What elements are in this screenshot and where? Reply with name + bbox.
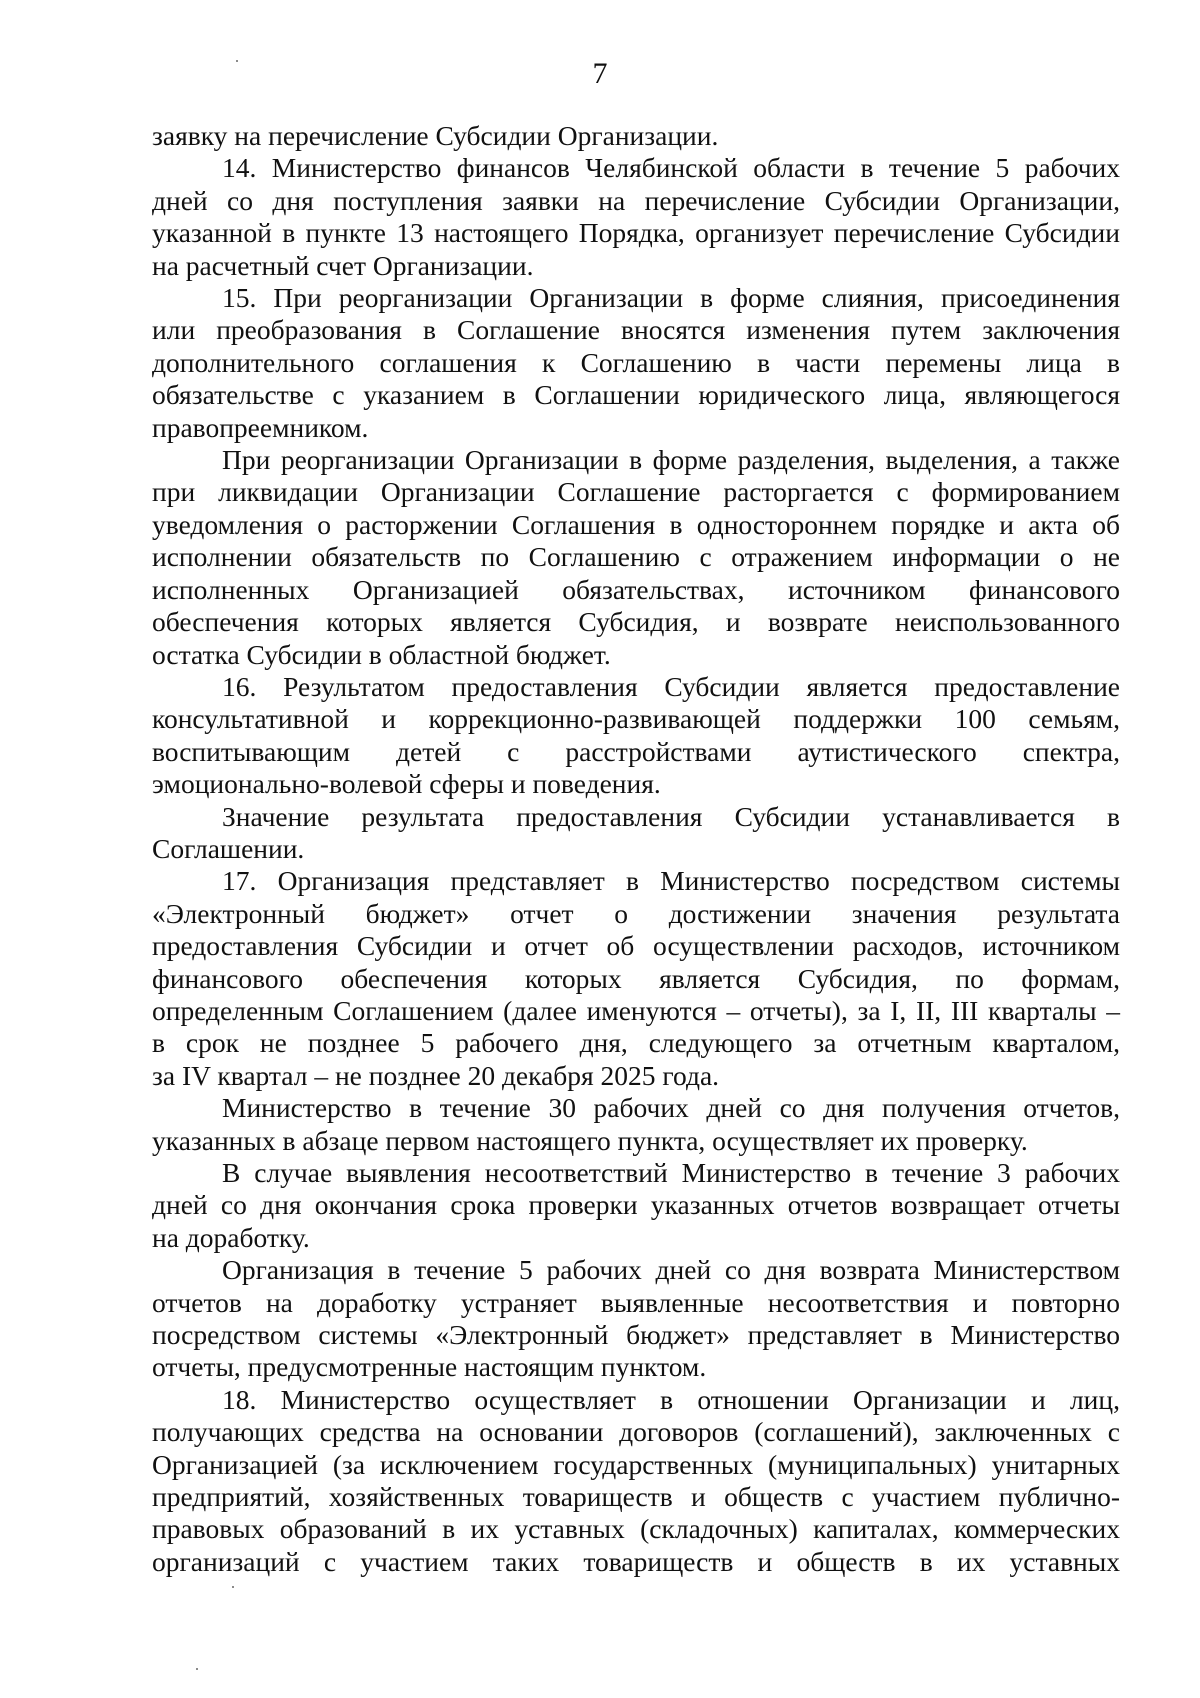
text-line: отчетов на доработку устраняет выявленные несоответствия и повторно bbox=[152, 1286, 1120, 1318]
paragraph-14 bbox=[152, 152, 1120, 282]
paragraph-18 bbox=[152, 1384, 1120, 1578]
text-line: дней со дня поступления заявки на перечисление Субсидии Организации, bbox=[152, 184, 1120, 216]
text-line: 14. Министерство финансов Челябинской области в течение 5 рабочих bbox=[222, 152, 1120, 184]
text-line: эмоционально-волевой сферы и поведения. bbox=[152, 768, 661, 800]
text-line: консультативной и коррекционно-развивающей поддержки 100 семьям, bbox=[152, 703, 1120, 735]
text-line: 17. Организация представляет в Министерство посредством системы bbox=[222, 865, 1120, 897]
text-line: Соглашении. bbox=[152, 832, 305, 864]
text-line: или преобразования в Соглашение вносятся изменения путем заключения bbox=[152, 314, 1120, 346]
text-line: определенным Соглашением (далее именуются – отчеты), за I, II, III кварталы – bbox=[152, 994, 1120, 1026]
text-line: исполненных Организацией обязательствах, источником финансового bbox=[152, 573, 1120, 605]
text-line: на расчетный счет Организации. bbox=[152, 249, 534, 281]
text-line: дополнительного соглашения к Соглашению в части перемены лица в bbox=[152, 346, 1120, 378]
paragraph-15-second bbox=[152, 444, 1120, 671]
text-line: «Электронный бюджет» отчет о достижении значения результата bbox=[152, 897, 1120, 929]
text-line: указанных в абзаце первом настоящего пункта, осуществляет их проверку. bbox=[152, 1124, 1028, 1156]
paragraph-17-third bbox=[152, 1157, 1120, 1254]
text-line: организаций с участием таких товариществ и обществ в их уставных bbox=[152, 1545, 1120, 1577]
text-line: предоставления Субсидии и отчет об осуществлении расходов, источником bbox=[152, 930, 1120, 962]
text-line: получающих средства на основании договоров (соглашений), заключенных с bbox=[152, 1416, 1120, 1448]
text-line: посредством системы «Электронный бюджет» представляет в Министерство bbox=[152, 1319, 1120, 1351]
paragraph-16 bbox=[152, 671, 1120, 801]
text-line: Министерство в течение 30 рабочих дней со дня получения отчетов, bbox=[222, 1092, 1120, 1124]
text-line: правопреемником. bbox=[152, 411, 369, 443]
scan-speck bbox=[196, 1668, 198, 1670]
scan-speck bbox=[232, 1586, 234, 1588]
text-line: указанной в пункте 13 настоящего Порядка, организует перечисление Субсидии bbox=[152, 217, 1120, 249]
text-line: исполнении обязательств по Соглашению с отражением информации о не bbox=[152, 541, 1120, 573]
text-line: в срок не позднее 5 рабочего дня, следующего за отчетным кварталом, bbox=[152, 1027, 1120, 1059]
text-line: воспитывающим детей с расстройствами аутистического спектра, bbox=[152, 735, 1120, 767]
text-line: При реорганизации Организации в форме разделения, выделения, а также bbox=[222, 444, 1120, 476]
paragraph-continuation bbox=[152, 120, 1120, 152]
scan-speck bbox=[236, 60, 238, 62]
text-line: при ликвидации Организации Соглашение расторгается с формированием bbox=[152, 476, 1120, 508]
paragraph-17-fourth bbox=[152, 1254, 1120, 1384]
page-number: 7 bbox=[592, 57, 608, 90]
text-line: остатка Субсидии в областной бюджет. bbox=[152, 638, 611, 670]
text-line: обязательстве с указанием в Соглашении юридического лица, являющегося bbox=[152, 379, 1120, 411]
text-line: отчеты, предусмотренные настоящим пунктом. bbox=[152, 1351, 707, 1383]
text-line: 18. Министерство осуществляет в отношении Организации и лиц, bbox=[222, 1383, 1120, 1415]
text-line: финансового обеспечения которых является Субсидия, по формам, bbox=[152, 962, 1120, 994]
text-line: предприятий, хозяйственных товариществ и обществ с участием публично- bbox=[152, 1481, 1120, 1513]
paragraph-17 bbox=[152, 865, 1120, 1092]
text-line: Организацией (за исключением государственных (муниципальных) унитарных bbox=[152, 1448, 1120, 1480]
text-line: за IV квартал – не позднее 20 декабря 2025 года. bbox=[152, 1059, 720, 1091]
text-line: обеспечения которых является Субсидия, и возврате неиспользованного bbox=[152, 606, 1120, 638]
paragraph-16-second bbox=[152, 801, 1120, 866]
text-line: 15. При реорганизации Организации в форме слияния, присоединения bbox=[222, 282, 1120, 314]
text-line: дней со дня окончания срока проверки указанных отчетов возвращает отчеты bbox=[152, 1189, 1120, 1221]
text-line: заявку на перечисление Субсидии Организации. bbox=[152, 120, 719, 151]
text-line: Значение результата предоставления Субсидии устанавливается в bbox=[222, 800, 1120, 832]
text-line: 16. Результатом предоставления Субсидии является предоставление bbox=[222, 670, 1120, 702]
text-line: на доработку. bbox=[152, 1221, 310, 1253]
text-line: Организация в течение 5 рабочих дней со дня возврата Министерством bbox=[222, 1254, 1120, 1286]
text-line: В случае выявления несоответствий Министерство в течение 3 рабочих bbox=[222, 1157, 1120, 1188]
text-line: правовых образований в их уставных (складочных) капиталах, коммерческих bbox=[152, 1513, 1120, 1545]
document-body bbox=[152, 120, 1120, 1578]
paragraph-17-second bbox=[152, 1092, 1120, 1157]
paragraph-15 bbox=[152, 282, 1120, 444]
text-line: уведомления о расторжении Соглашения в одностороннем порядке и акта об bbox=[152, 508, 1120, 540]
